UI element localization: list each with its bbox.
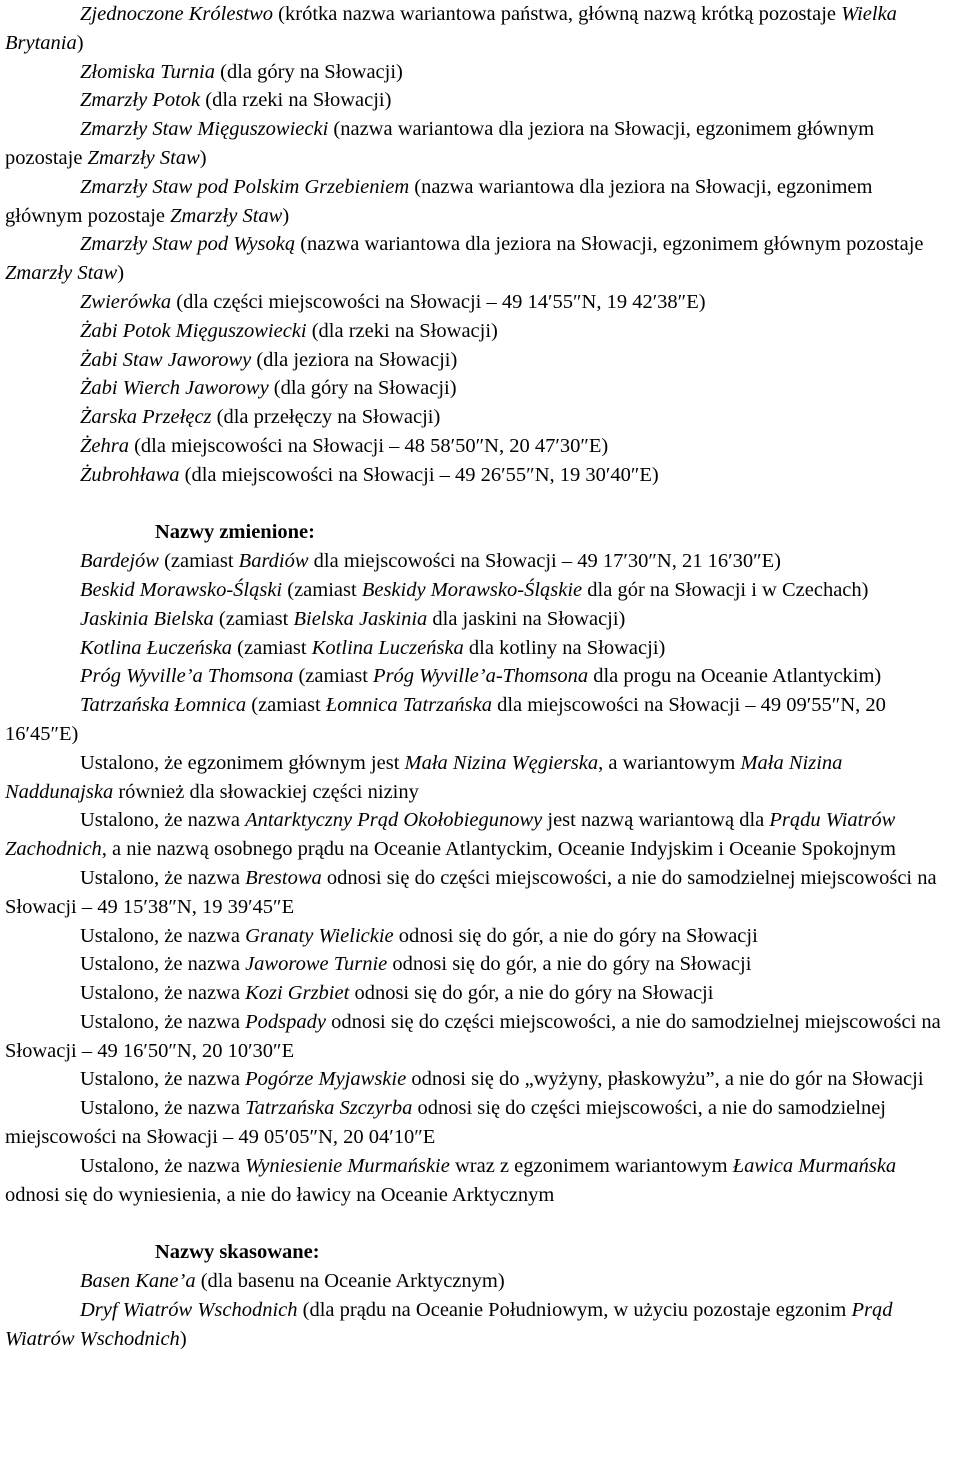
note-tatrzanska-szczyrba: Ustalono, że nazwa Tatrzańska Szczyrba odnosi się do części miejscowości, a nie do samodzielnej miejscowości na Słowacji – 49 05′05″N, 20 04′10″E bbox=[5, 1097, 886, 1149]
note-brestowa: Ustalono, że nazwa Brestowa odnosi się do części miejscowości, a nie do samodzielnej miejscowości na Słowacji – 49 15′38″N, 19 39′45″E bbox=[5, 866, 937, 918]
entry-zmarzly-potok: Zmarzły Potok (dla rzeki na Słowacji) bbox=[80, 89, 392, 112]
entry-zmarzly-staw-pod-wysoka: Zmarzły Staw pod Wysoką (nazwa wariantowa dla jeziora na Słowacji, egzonimem głównym pozostaje Zmarzły Staw) bbox=[5, 233, 924, 285]
note-granaty-wielickie: Ustalono, że nazwa Granaty Wielickie odnosi się do gór, a nie do góry na Słowacji bbox=[80, 924, 758, 947]
entry-dryf-wiatrow-wschodnich: Dryf Wiatrów Wschodnich (dla prądu na Oceanie Południowym, w użyciu pozostaje egzonim Prąd Wiatrów Wschodnich) bbox=[5, 1298, 893, 1350]
note-antarktyczny-prad: Ustalono, że nazwa Antarktyczny Prąd Okołobiegunowy jest nazwą wariantową dla Prądu Wiatrów Zachodnich, a nie nazwą osobnego prądu na Oceanie Atlantyckim, Oceanie Indyjskim i Oceanie Spokojnym bbox=[5, 809, 896, 861]
note-wyniesienie-murmanskie: Ustalono, że nazwa Wyniesienie Murmańskie wraz z egzonimem wariantowym Ławica Murmańska odnosi się do wyniesienia, a nie do ławicy na Oceanie Arktycznym bbox=[5, 1154, 897, 1206]
section-title-deleted: Nazwy skasowane: bbox=[155, 1241, 320, 1264]
entry-jaskinia-bielska: Jaskinia Bielska (zamiast Bielska Jaskinia dla jaskini na Słowacji) bbox=[80, 607, 626, 630]
section-title-changed: Nazwy zmienione: bbox=[155, 521, 315, 544]
entry-zwierowka: Zwierówka (dla części miejscowości na Słowacji – 49 14′55″N, 19 42′38″E) bbox=[80, 290, 706, 313]
entry-zarska-przelecz: Żarska Przełęcz (dla przełęczy na Słowacji) bbox=[80, 406, 441, 429]
entry-prog-wyvillea-thomsona: Próg Wyville’a Thomsona (zamiast Próg Wyville’a-Thomsona dla progu na Oceanie Atlantyckim) bbox=[80, 665, 882, 688]
entry-zubrohlawa: Żubrohława (dla miejscowości na Słowacji – 49 26′55″N, 19 30′40″E) bbox=[80, 463, 659, 486]
entry-zehra: Żehra (dla miejscowości na Słowacji – 48 58′50″N, 20 47′30″E) bbox=[80, 434, 609, 457]
entry-zabi-staw: Żabi Staw Jaworowy (dla jeziora na Słowacji) bbox=[80, 348, 458, 371]
document-page bbox=[5, 0, 950, 1353]
note-mala-nizina-wegierska: Ustalono, że egzonimem głównym jest Mała Nizina Węgierska, a wariantowym Mała Nizina Naddunajska również dla słowackiej części niziny bbox=[5, 751, 843, 803]
entry-zabi-potok: Żabi Potok Mięguszowiecki (dla rzeki na Słowacji) bbox=[80, 319, 498, 342]
note-podspady: Ustalono, że nazwa Podspady odnosi się do części miejscowości, a nie do samodzielnej miejscowości na Słowacji – 49 16′50″N, 20 10′30″E bbox=[5, 1010, 941, 1062]
entry-zmarzly-staw-pod-polskim-grzebieniem: Zmarzły Staw pod Polskim Grzebieniem (nazwa wariantowa dla jeziora na Słowacji, egzonimem głównym pozostaje Zmarzły Staw) bbox=[5, 175, 873, 227]
entry-tatrzanska-lomnica: Tatrzańska Łomnica (zamiast Łomnica Tatrzańska dla miejscowości na Słowacji – 49 09′55″N, 20 16′45″E) bbox=[5, 694, 886, 745]
entry-zjednoczone-krolestwo: Zjednoczone Królestwo (krótka nazwa wariantowa państwa, główną nazwą krótką pozostaje Wielka Brytania) bbox=[5, 3, 897, 54]
entry-kotlina-luczenska: Kotlina Łuczeńska (zamiast Kotlina Luczeńska dla kotliny na Słowacji) bbox=[80, 636, 666, 659]
note-kozi-grzbiet: Ustalono, że nazwa Kozi Grzbiet odnosi się do gór, a nie do góry na Słowacji bbox=[80, 982, 714, 1005]
entry-zmarzly-staw-mieguszowiecki: Zmarzły Staw Mięguszowiecki (nazwa wariantowa dla jeziora na Słowacji, egzonimem głównym pozostaje Zmarzły Staw) bbox=[5, 118, 875, 169]
entry-bardejow: Bardejów (zamiast Bardiów dla miejscowości na Słowacji – 49 17′30″N, 21 16′30″E) bbox=[80, 550, 781, 573]
entry-beskid-morawsko-slaski: Beskid Morawsko-Śląski (zamiast Beskidy Morawsko-Śląskie dla gór na Słowacji i w Czechach) bbox=[80, 578, 869, 601]
entry-zabi-wierch: Żabi Wierch Jaworowy (dla góry na Słowacji) bbox=[80, 377, 457, 400]
note-jaworowe-turnie: Ustalono, że nazwa Jaworowe Turnie odnosi się do gór, a nie do góry na Słowacji bbox=[80, 953, 752, 976]
entry-basen-kanea: Basen Kane’a (dla basenu na Oceanie Arktycznym) bbox=[80, 1270, 505, 1293]
entry-zlomiska-turnia: Złomiska Turnia (dla góry na Słowacji) bbox=[80, 60, 403, 83]
note-pogorze-myjawskie: Ustalono, że nazwa Pogórze Myjawskie odnosi się do „wyżyny, płaskowyżu”, a nie do gór na Słowacji bbox=[80, 1068, 924, 1091]
